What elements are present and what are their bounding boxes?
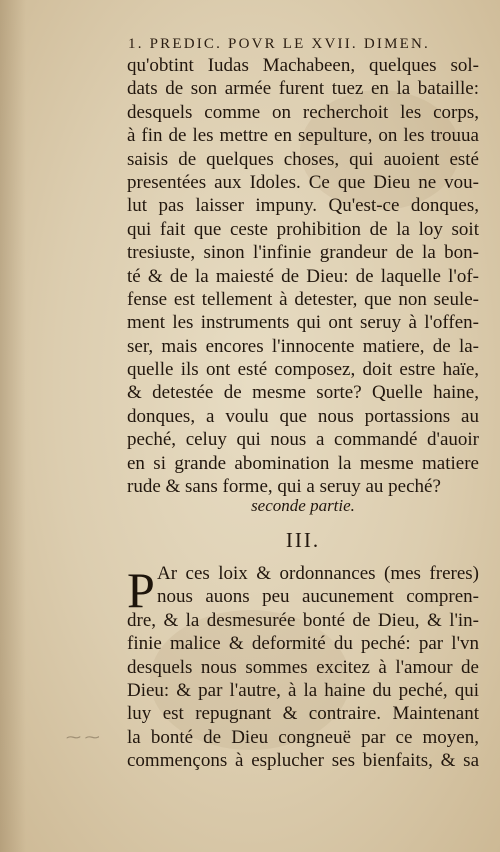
- text-line: saisis de quelques choses, qui auoient esté: [127, 148, 479, 170]
- text-line: en si grande abomination la mesme matiere: [127, 452, 479, 474]
- text-line: quelle ils ont esté composez, doit estre haïe,: [127, 359, 479, 381]
- text-line: qui fait que ceste prohibition de la loy soit: [127, 218, 479, 240]
- text-line: qu'obtint Iudas Machabeen, quelques sol-: [127, 55, 479, 76]
- text-block-bottom: [127, 562, 479, 773]
- page-gutter-shadow: [0, 0, 26, 852]
- text-line: desquels comme on recherchoit les corps,: [127, 101, 479, 123]
- text-line: dats de son armée furent tuez en la bataille:: [127, 78, 479, 100]
- text-line: ment les instruments qui ont seruy à l'offen-: [127, 312, 479, 334]
- text-line: commençons à esplucher ses bienfaits, & sa: [127, 750, 479, 772]
- text-line: rude & sans forme, qui a seruy au peché?: [127, 476, 441, 498]
- text-line: nous auons peu aucunement compren-: [157, 586, 479, 608]
- text-line: peché, celuy qui nous a commandé d'auoir: [127, 429, 479, 451]
- text-line: tresiuste, sinon l'infinie grandeur de la bon-: [127, 242, 479, 264]
- text-line: luy est repugnant & contraire. Maintenant: [127, 703, 479, 725]
- text-line: ser, mais encores l'innocente matiere, de la-: [127, 335, 479, 357]
- text-block-top: [127, 54, 479, 498]
- section-heading: seconde partie.: [251, 496, 355, 515]
- text-line: Ar ces loix & ordonnances (mes freres): [157, 563, 479, 584]
- text-line: desquels nous sommes excitez à l'amour de: [127, 656, 479, 678]
- text-line: la bonté de Dieu congneuë par ce moyen,: [127, 726, 479, 748]
- text-line: té & de la maiesté de Dieu: de laquelle l'of-: [127, 265, 479, 287]
- text-line: dre, & la desmesurée bonté de Dieu, & l'in-: [127, 609, 479, 631]
- running-header: 1. PREDIC. POVR LE XVII. DIMEN.: [128, 36, 430, 52]
- text-line: & detestée de mesme sorte? Quelle haine,: [127, 382, 479, 404]
- text-line: donques, a voulu que nous portassions au: [127, 405, 479, 427]
- text-line: fense est tellement à detester, que non seule-: [127, 288, 479, 310]
- drop-cap: P: [127, 562, 155, 618]
- text-line: Dieu: & par l'autre, à la haine du peché, qui: [127, 679, 479, 701]
- text-line: presentées aux Idoles. Ce que Dieu ne vou-: [127, 171, 479, 193]
- section-number: III.: [285, 528, 321, 552]
- bleed-through-mark: ⁓ ⁓: [66, 730, 100, 746]
- text-line: finie malice & deformité du peché: par l'vn: [127, 633, 479, 655]
- text-line: lut pas laisser impuny. Qu'est-ce donques,: [127, 195, 479, 217]
- text-line: à fin de les mettre en sepulture, on les trouua: [127, 125, 479, 147]
